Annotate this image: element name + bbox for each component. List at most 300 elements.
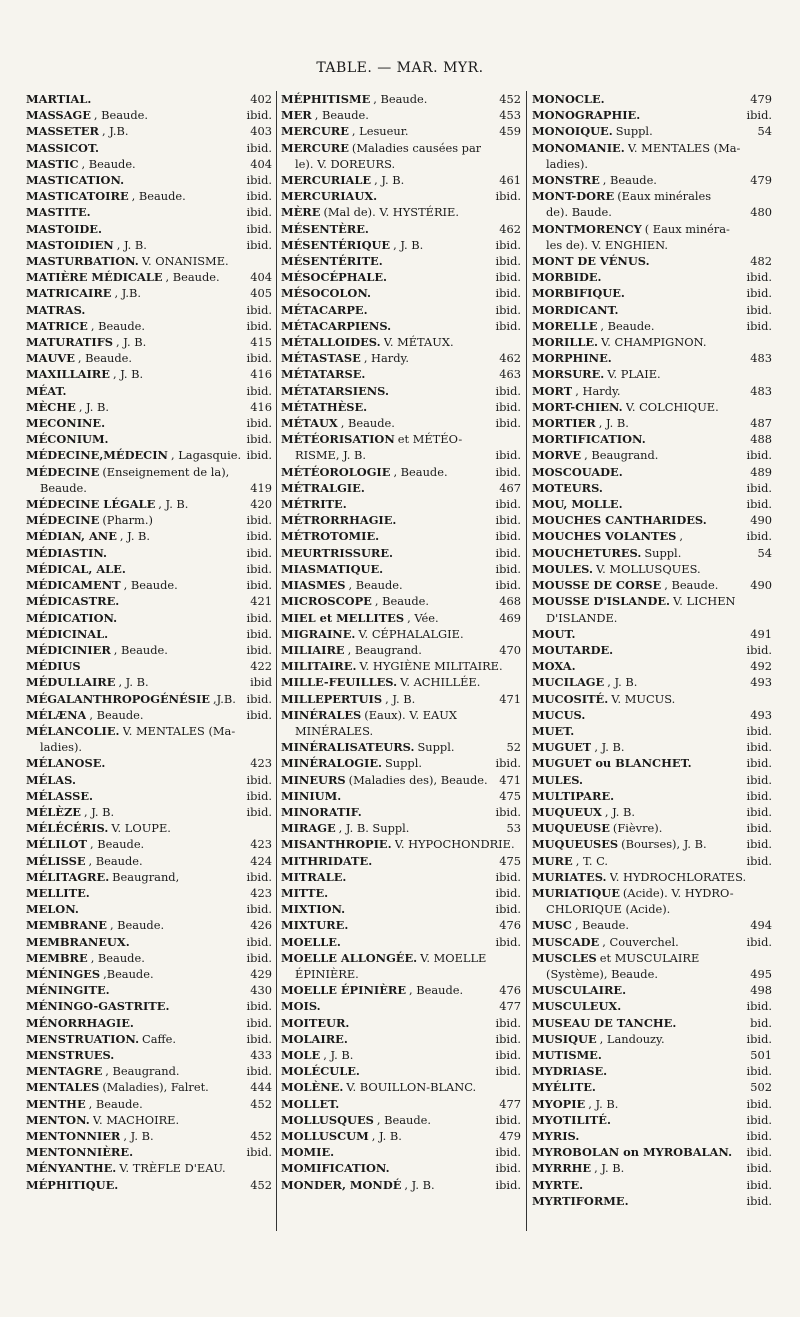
entry-detail: , Beaude. bbox=[88, 1096, 143, 1111]
index-entry bbox=[26, 707, 272, 723]
entry-detail: V. MENTALES (Ma- bbox=[627, 140, 741, 155]
entry-term: MÉSOCOLON. bbox=[281, 286, 372, 301]
page-number: 490 bbox=[750, 513, 772, 528]
index-entry bbox=[281, 496, 521, 512]
index-entry bbox=[26, 869, 272, 885]
entry-term: MONT-DORE bbox=[532, 189, 615, 204]
entry-detail: , Beaude. bbox=[314, 108, 369, 123]
column-divider bbox=[526, 91, 527, 1231]
page-number: ibid. bbox=[246, 561, 272, 576]
index-entry bbox=[281, 1177, 521, 1193]
index-entry bbox=[532, 626, 772, 642]
index-entry bbox=[281, 658, 521, 674]
entry-detail: , J. B. bbox=[118, 675, 149, 690]
entry-detail: V. MOLLUSQUES. bbox=[595, 561, 701, 576]
entry-detail: , Beaude. bbox=[376, 1112, 431, 1127]
entry-detail: , J. B. bbox=[385, 691, 416, 706]
page-number: 470 bbox=[499, 642, 521, 657]
page-number: 483 bbox=[750, 351, 772, 366]
page-number: 475 bbox=[499, 853, 521, 868]
index-entry bbox=[26, 302, 272, 318]
index-entry bbox=[532, 707, 772, 723]
page-number: 482 bbox=[750, 254, 772, 269]
page-number: ibid. bbox=[246, 578, 272, 593]
entry-detail: , Beaude. bbox=[131, 189, 186, 204]
entry-term: MORSURE. bbox=[532, 367, 605, 382]
entry-detail: V. TRÈFLE D'EAU. bbox=[119, 1161, 226, 1176]
index-entry bbox=[532, 1079, 772, 1095]
index-entry bbox=[26, 691, 272, 707]
entry-detail: Suppl. bbox=[384, 756, 422, 771]
entry-term: MILITAIRE. bbox=[281, 659, 357, 674]
entry-detail: , Beaude. bbox=[123, 578, 178, 593]
index-entry bbox=[281, 853, 521, 869]
index-entry bbox=[281, 610, 521, 626]
entry-term: MICROSCOPE bbox=[281, 594, 372, 609]
index-entry bbox=[281, 285, 521, 301]
index-entry bbox=[281, 383, 521, 399]
entry-term: MORBIDE. bbox=[532, 270, 602, 285]
entry-term: MISANTHROPIE. bbox=[281, 837, 392, 852]
entry-term: MOLÈNE. bbox=[281, 1080, 344, 1095]
page-number: ibid. bbox=[495, 869, 521, 884]
entry-term: MUSCLES bbox=[532, 950, 597, 965]
page-number: bid. bbox=[750, 1015, 772, 1030]
entry-term: MOLÉCULE. bbox=[281, 1064, 360, 1079]
index-entry bbox=[532, 334, 772, 350]
entry-term: MÉTACARPE. bbox=[281, 302, 368, 317]
entry-detail: V. CÉPHALALGIE. bbox=[358, 626, 464, 641]
index-entry bbox=[281, 1063, 521, 1079]
page-number: 430 bbox=[250, 983, 272, 998]
page-number: ibid. bbox=[495, 237, 521, 252]
entry-term: MULES. bbox=[532, 772, 584, 787]
index-entry bbox=[26, 934, 272, 950]
entry-detail: V. LOUPE. bbox=[111, 821, 171, 836]
entry-term: MOUSSE DE CORSE bbox=[532, 578, 662, 593]
page-number: ibid. bbox=[246, 788, 272, 803]
index-entry bbox=[281, 1079, 521, 1095]
entry-detail: , Beaude. bbox=[93, 108, 149, 123]
index-entry bbox=[532, 772, 772, 788]
index-entry bbox=[532, 593, 772, 625]
index-entry bbox=[281, 172, 521, 188]
page-number: ibid. bbox=[495, 270, 521, 285]
entry-detail: , Beaude. bbox=[113, 642, 168, 657]
page-number: ibid. bbox=[495, 464, 521, 479]
entry-term: MOLLET. bbox=[281, 1096, 340, 1111]
entry-detail: , Beaude. bbox=[374, 594, 429, 609]
entry-term: MINORATIF. bbox=[281, 804, 362, 819]
index-entry bbox=[281, 1144, 521, 1160]
entry-term: MILIAIRE bbox=[281, 642, 345, 657]
entry-term: MEMBRE bbox=[26, 950, 88, 965]
index-entry bbox=[532, 1160, 772, 1176]
continuation-text: ladies). bbox=[546, 156, 589, 171]
index-entry bbox=[26, 366, 272, 382]
page-number: ibid. bbox=[746, 837, 772, 852]
continuation-text: les de). V. ENGHIEN. bbox=[546, 237, 669, 252]
page-number: 479 bbox=[750, 173, 772, 188]
index-entry bbox=[281, 1096, 521, 1112]
index-entry bbox=[26, 415, 272, 431]
index-entry bbox=[26, 447, 272, 463]
index-entry bbox=[532, 642, 772, 658]
page-number: 54 bbox=[757, 124, 772, 139]
page-number: 423 bbox=[250, 756, 272, 771]
entry-term: MATRICE bbox=[26, 318, 88, 333]
entry-term: MOUT. bbox=[532, 626, 576, 641]
index-entry bbox=[26, 318, 272, 334]
page-number: 404 bbox=[250, 270, 272, 285]
entry-detail: , J. B. bbox=[78, 399, 109, 414]
continuation-text: MINÉRALES. bbox=[295, 723, 374, 738]
entry-term: MÉDECINE LÉGALE bbox=[26, 497, 156, 512]
entry-term: MASTOIDIEN bbox=[26, 237, 114, 252]
index-entry bbox=[532, 253, 772, 269]
entry-detail: , Vée. bbox=[407, 610, 439, 625]
page-number: 463 bbox=[499, 367, 521, 382]
entry-term: MÉDICAMENT bbox=[26, 578, 121, 593]
page-number: 423 bbox=[250, 837, 272, 852]
index-entry bbox=[532, 577, 772, 593]
entry-term: MÉDICINAL. bbox=[26, 626, 109, 641]
index-entry bbox=[532, 91, 772, 107]
entry-detail: , Beaude. bbox=[88, 853, 143, 868]
entry-term: MYRRHE bbox=[532, 1161, 592, 1176]
entry-term: MULTIPARE. bbox=[532, 788, 615, 803]
entry-term: MELON. bbox=[26, 902, 79, 917]
entry-term: MOLE bbox=[281, 1047, 321, 1062]
entry-detail: (Maladies des), Beaude. bbox=[348, 772, 488, 787]
entry-detail: (Bourses), J. B. bbox=[621, 837, 707, 852]
entry-term: MOELLE ÉPINIÈRE bbox=[281, 983, 407, 998]
entry-term: MÉDULLAIRE bbox=[26, 675, 116, 690]
index-entry bbox=[532, 691, 772, 707]
page-number: 52 bbox=[506, 740, 521, 755]
page-number: ibid. bbox=[246, 626, 272, 641]
page-number: 476 bbox=[499, 983, 521, 998]
entry-detail: , T. C. bbox=[575, 853, 609, 868]
entry-detail: , Beaude. bbox=[393, 464, 448, 479]
entry-detail: ,Beaude. bbox=[103, 966, 154, 981]
entry-term: MÉTRITE. bbox=[281, 497, 347, 512]
index-entry bbox=[281, 917, 521, 933]
index-entry bbox=[532, 383, 772, 399]
entry-term: MYDRIASE. bbox=[532, 1064, 608, 1079]
index-entry bbox=[281, 545, 521, 561]
index-entry bbox=[532, 1193, 772, 1209]
entry-term: MOUTARDE. bbox=[532, 642, 614, 657]
page-number: ibid. bbox=[746, 804, 772, 819]
entry-term: MÉNORRHAGIE. bbox=[26, 1015, 134, 1030]
entry-term: MOIS. bbox=[281, 999, 321, 1014]
entry-term: MORELLE bbox=[532, 318, 598, 333]
entry-term: MECONINE. bbox=[26, 416, 106, 431]
page-header: TABLE. — MAR. MYR. bbox=[316, 60, 484, 76]
entry-term: MÉLASSE. bbox=[26, 788, 93, 803]
page-number: 421 bbox=[250, 594, 272, 609]
index-entry bbox=[532, 755, 772, 771]
entry-detail: , J. B. bbox=[83, 804, 115, 819]
page-number: 429 bbox=[250, 966, 272, 981]
entry-term: MEMBRANEUX. bbox=[26, 934, 130, 949]
page-number: ibid. bbox=[246, 934, 272, 949]
entry-term: MÉSOCÉPHALE. bbox=[281, 270, 388, 285]
index-entry bbox=[281, 885, 521, 901]
index-entry bbox=[532, 188, 772, 220]
page-number: 483 bbox=[750, 383, 772, 398]
entry-term: MUSIQUE bbox=[532, 1031, 597, 1046]
page-number: ibid. bbox=[246, 902, 272, 917]
entry-term: MYROBOLAN on MYROBALAN. bbox=[532, 1145, 733, 1160]
page-number: 423 bbox=[250, 885, 272, 900]
entry-term: MINÉRALISATEURS. bbox=[281, 740, 415, 755]
entry-term: MUCOSITÉ. bbox=[532, 691, 609, 706]
index-entry bbox=[26, 140, 272, 156]
entry-detail: , Couverchel. bbox=[602, 934, 679, 949]
page-number: ibid. bbox=[495, 189, 521, 204]
index-entry bbox=[532, 788, 772, 804]
page-number: ibid. bbox=[246, 869, 272, 884]
entry-continuation bbox=[281, 966, 521, 982]
index-entry bbox=[26, 1112, 272, 1128]
page-number: 444 bbox=[250, 1080, 272, 1095]
entry-term: MASTOIDE. bbox=[26, 221, 102, 236]
entry-detail: , Beaude. bbox=[664, 578, 719, 593]
entry-term: MOULES. bbox=[532, 561, 593, 576]
page-number: ibid. bbox=[495, 529, 521, 544]
entry-term: MONTMORENCY bbox=[532, 221, 642, 236]
entry-continuation bbox=[532, 204, 772, 220]
entry-detail: , J. B. bbox=[112, 367, 144, 382]
page-number: ibid. bbox=[746, 1112, 772, 1127]
page-number: ibid. bbox=[746, 853, 772, 868]
entry-term: MASTICATOIRE bbox=[26, 189, 129, 204]
entry-term: MERCURE bbox=[281, 124, 349, 139]
index-entry bbox=[281, 788, 521, 804]
index-entry bbox=[26, 1031, 272, 1047]
index-entry bbox=[281, 1047, 521, 1063]
index-entry bbox=[532, 1047, 772, 1063]
page-number: ibid. bbox=[246, 173, 272, 188]
page-number: ibid. bbox=[495, 254, 521, 269]
entry-detail: , J. B. bbox=[588, 1096, 619, 1111]
index-entry bbox=[532, 1177, 772, 1193]
entry-term: MOU, MOLLE. bbox=[532, 497, 623, 512]
index-entry bbox=[26, 107, 272, 123]
index-entry bbox=[532, 399, 772, 415]
index-entry bbox=[532, 172, 772, 188]
entry-term: MINEURS bbox=[281, 772, 346, 787]
index-entry bbox=[26, 399, 272, 415]
page-number: ibid. bbox=[246, 610, 272, 625]
entry-detail: , J. B. bbox=[116, 237, 147, 252]
entry-detail: (Maladies), Falret. bbox=[102, 1080, 209, 1095]
index-entry bbox=[281, 237, 521, 253]
entry-detail: , Beaude. bbox=[340, 416, 395, 431]
index-entry bbox=[26, 723, 272, 755]
entry-term: MOUCHES VOLANTES bbox=[532, 529, 677, 544]
entry-term: MÉLILOT bbox=[26, 837, 88, 852]
page-number: ibid. bbox=[495, 885, 521, 900]
index-entry bbox=[281, 253, 521, 269]
page-number: ibid. bbox=[246, 416, 272, 431]
page-number: ibid. bbox=[746, 1031, 772, 1046]
page-number: ibid. bbox=[746, 1193, 772, 1208]
index-entry bbox=[26, 350, 272, 366]
index-entry bbox=[532, 853, 772, 869]
entry-term: MONOMANIE. bbox=[532, 140, 625, 155]
index-entry bbox=[26, 204, 272, 220]
page-number: ibid. bbox=[746, 756, 772, 771]
entry-term: MÈCHE bbox=[26, 399, 76, 414]
index-entry bbox=[532, 739, 772, 755]
entry-detail: ,J.B. bbox=[212, 691, 236, 706]
index-entry bbox=[26, 253, 272, 269]
entry-detail: , Beaude. bbox=[600, 318, 655, 333]
entry-term: MÉGALANTHROPOGÉNÉSIE bbox=[26, 691, 210, 706]
entry-term: MÉLANCOLIE. bbox=[26, 723, 120, 738]
index-entry bbox=[532, 285, 772, 301]
entry-detail: , Beaude. bbox=[89, 707, 144, 722]
continuation-text: (Système), Beaude. bbox=[546, 966, 658, 981]
entry-term: MYRTE. bbox=[532, 1177, 584, 1192]
entry-term: MUSCADE bbox=[532, 934, 600, 949]
index-entry bbox=[26, 431, 272, 447]
entry-term: MASTICATION. bbox=[26, 173, 125, 188]
page-number: ibid. bbox=[495, 1161, 521, 1176]
page-number: ibid. bbox=[746, 642, 772, 657]
entry-term: MÉSENTÈRE. bbox=[281, 221, 369, 236]
entry-term: MÉDICATION. bbox=[26, 610, 118, 625]
index-entry bbox=[26, 464, 272, 496]
entry-detail: , bbox=[679, 529, 683, 544]
entry-term: MITTE. bbox=[281, 885, 329, 900]
page-number: ibid. bbox=[746, 286, 772, 301]
entry-term: MIXTURE. bbox=[281, 918, 349, 933]
entry-detail: V. MOELLE bbox=[420, 950, 487, 965]
entry-term: MÉDECINE bbox=[26, 464, 100, 479]
entry-term: MÉLAS. bbox=[26, 772, 76, 787]
index-entry bbox=[26, 1128, 272, 1144]
index-entry bbox=[26, 836, 272, 852]
entry-term: MOSCOUADE. bbox=[532, 464, 623, 479]
entry-detail: (Acide). V. HYDRO- bbox=[622, 885, 734, 900]
index-entry bbox=[281, 593, 521, 609]
index-entry bbox=[26, 998, 272, 1014]
index-entry bbox=[532, 415, 772, 431]
entry-term: MATIÈRE MÉDICALE bbox=[26, 270, 163, 285]
page-number: ibid. bbox=[495, 1112, 521, 1127]
entry-term: MOELLE. bbox=[281, 934, 341, 949]
index-entry bbox=[532, 820, 772, 836]
entry-term: MUGUET bbox=[532, 740, 592, 755]
entry-detail: , Beaugrand. bbox=[584, 448, 659, 463]
entry-detail: Suppl. bbox=[615, 124, 653, 139]
entry-term: MÉTATHÈSE. bbox=[281, 399, 368, 414]
index-entry bbox=[26, 1096, 272, 1112]
entry-detail: , Beaude. bbox=[109, 918, 165, 933]
page-number: ibid. bbox=[246, 318, 272, 333]
entry-term: MASSETER bbox=[26, 124, 99, 139]
index-entry bbox=[26, 610, 272, 626]
entry-detail: , Beaude. bbox=[348, 578, 403, 593]
entry-term: MUTISME. bbox=[532, 1047, 602, 1062]
entry-term: MASTITE. bbox=[26, 205, 91, 220]
index-entry bbox=[532, 318, 772, 334]
index-entry bbox=[532, 140, 772, 172]
page-number: 468 bbox=[499, 594, 521, 609]
page-number: ibid. bbox=[746, 318, 772, 333]
index-entry bbox=[532, 545, 772, 561]
continuation-text: Beaude. bbox=[40, 480, 87, 495]
page-number: 492 bbox=[750, 659, 772, 674]
index-entry bbox=[532, 934, 772, 950]
page-number: 488 bbox=[750, 432, 772, 447]
page-number: ibid. bbox=[246, 513, 272, 528]
continuation-text: le). V. DOREURS. bbox=[295, 156, 396, 171]
entry-term: MATRICAIRE bbox=[26, 286, 112, 301]
entry-detail: , Beaugrand. bbox=[347, 642, 422, 657]
page-number: ibid. bbox=[495, 286, 521, 301]
page-number: 469 bbox=[499, 610, 521, 625]
index-entry bbox=[281, 982, 521, 998]
entry-term: MÉTACARPIENS. bbox=[281, 318, 392, 333]
index-entry bbox=[532, 496, 772, 512]
page-number: 490 bbox=[750, 578, 772, 593]
page-number: ibid. bbox=[495, 513, 521, 528]
entry-term: MÉTRALGIE. bbox=[281, 480, 365, 495]
page-number: ibid. bbox=[246, 642, 272, 657]
entry-term: MIASMATIQUE. bbox=[281, 561, 384, 576]
page-number: ibid. bbox=[746, 1064, 772, 1079]
entry-term: MORDICANT. bbox=[532, 302, 619, 317]
index-column-3 bbox=[532, 91, 772, 1209]
entry-term: MERCURIAUX. bbox=[281, 189, 378, 204]
entry-detail: V. ACHILLÉE. bbox=[400, 675, 481, 690]
index-entry bbox=[281, 140, 521, 172]
entry-term: MORILLE. bbox=[532, 335, 598, 350]
entry-term: MITHRIDATE. bbox=[281, 853, 373, 868]
entry-term: MYÉLITE. bbox=[532, 1080, 596, 1095]
entry-continuation bbox=[532, 237, 772, 253]
entry-detail: , Beaude. bbox=[77, 351, 133, 366]
index-entry bbox=[281, 577, 521, 593]
index-entry bbox=[281, 366, 521, 382]
entry-term: MONOGRAPHIE. bbox=[532, 108, 641, 123]
entry-detail: V. LICHEN bbox=[673, 594, 736, 609]
entry-term: MAXILLAIRE bbox=[26, 367, 110, 382]
page-number: ibid. bbox=[746, 497, 772, 512]
index-entry bbox=[26, 561, 272, 577]
entry-term: MORBIFIQUE. bbox=[532, 286, 625, 301]
entry-term: MENTALES bbox=[26, 1080, 100, 1095]
page-number: 403 bbox=[250, 124, 272, 139]
entry-continuation bbox=[532, 610, 772, 626]
entry-detail: V. MENTALES (Ma- bbox=[122, 723, 236, 738]
page-number: ibid. bbox=[746, 999, 772, 1014]
index-entry bbox=[281, 1128, 521, 1144]
page-number: ibid. bbox=[495, 383, 521, 398]
page-number: ibid. bbox=[746, 1145, 772, 1160]
entry-term: MEMBRANE bbox=[26, 918, 107, 933]
entry-term: MÉDECINE bbox=[26, 513, 100, 528]
page-number: ibid. bbox=[746, 723, 772, 738]
entry-term: MINÉRALES bbox=[281, 707, 362, 722]
page-number: ibid. bbox=[746, 740, 772, 755]
index-entry bbox=[532, 998, 772, 1014]
